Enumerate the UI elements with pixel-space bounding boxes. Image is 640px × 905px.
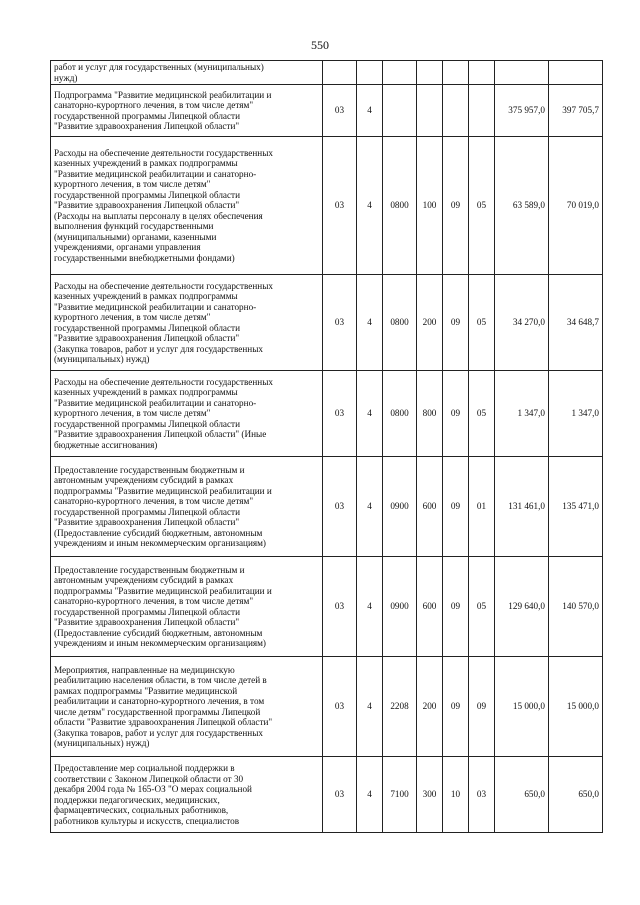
page-number: 550 [311,38,329,52]
amount-year-2: 1 347,0 [549,371,603,457]
amount-year-1: 129 640,0 [495,557,549,657]
amount-year-1: 650,0 [495,757,549,833]
amount-year-1: 34 270,0 [495,275,549,371]
code-section: 09 [443,371,469,457]
amount-year-2 [549,61,603,85]
code-ministry: 03 [323,275,357,371]
code-target: 0800 [383,275,417,371]
code-subsection: 01 [469,457,495,557]
row-description: Расходы на обеспечение деятельности государственных казенных учреждений в рамках подпрограммы "Развитие медицинской реабилитации и санаторно- курортного лечения, в том числе детям" государственной программы Липецкой области "Развитие здравоохранения Липецкой области" (Расходы на выплаты персоналу в целях обеспечения выполнения функций государственными (муниципальными) органами, казенными учреждениями, органами управления государственными внебюджетными фондами) [51,137,323,275]
code-target [383,85,417,137]
table-row [51,61,603,85]
amount-year-2: 15 000,0 [549,657,603,757]
code-subsection: 05 [469,275,495,371]
code-section [443,85,469,137]
code-section: 09 [443,275,469,371]
code-ministry: 03 [323,457,357,557]
row-description: Предоставление государственным бюджетным и автономным учреждениям субсидий в рамках подпрограммы "Развитие медицинской реабилитации и санаторно-курортного лечения, в том числе детям" государственной программы Липецкой области "Развитие здравоохранения Липецкой области" (Предоставление субсидий бюджетным, автономным учреждениям и иным некоммерческим организациям) [51,457,323,557]
table-row [51,757,603,833]
code-section [443,61,469,85]
code-expense-type: 600 [417,557,443,657]
code-expense-type: 200 [417,275,443,371]
row-description: Подпрограмма "Развитие медицинской реабилитации и санаторно-курортного лечения, в том числе детям" государственной программы Липецкой области "Развитие здравоохранения Липецкой области" [51,85,323,137]
amount-year-2: 397 705,7 [549,85,603,137]
code-program [357,61,383,85]
amount-year-2: 140 570,0 [549,557,603,657]
code-expense-type [417,61,443,85]
code-target: 2208 [383,657,417,757]
table-row [51,137,603,275]
code-expense-type: 800 [417,371,443,457]
code-expense-type: 200 [417,657,443,757]
code-expense-type [417,85,443,137]
amount-year-2: 70 019,0 [549,137,603,275]
table-row [51,371,603,457]
amount-year-2: 650,0 [549,757,603,833]
code-ministry: 03 [323,657,357,757]
code-section: 09 [443,657,469,757]
code-target: 0900 [383,457,417,557]
code-ministry: 03 [323,557,357,657]
code-target: 0800 [383,137,417,275]
code-program: 4 [357,371,383,457]
row-description: Предоставление мер социальной поддержки в соответствии с Законом Липецкой области от 30 декабря 2004 года № 165-ОЗ "О мерах социальной поддержки педагогических, медицинских, фармацевтических, социальных работников, работников культуры и искусств, специалистов [51,757,323,833]
code-expense-type: 300 [417,757,443,833]
code-section: 09 [443,557,469,657]
code-ministry: 03 [323,371,357,457]
code-ministry: 03 [323,137,357,275]
code-expense-type: 600 [417,457,443,557]
row-description: Предоставление государственным бюджетным и автономным учреждениям субсидий в рамках подпрограммы "Развитие медицинской реабилитации и санаторно-курортного лечения, в том числе детям" государственной программы Липецкой области "Развитие здравоохранения Липецкой области" (Предоставление субсидий бюджетным, автономным учреждениям и иным некоммерческим организациям) [51,557,323,657]
code-target: 0800 [383,371,417,457]
code-program: 4 [357,457,383,557]
table-row [51,275,603,371]
budget-table [50,60,603,833]
code-target: 0900 [383,557,417,657]
row-description: Расходы на обеспечение деятельности государственных казенных учреждений в рамках подпрограммы "Развитие медицинской реабилитации и санаторно- курортного лечения, в том числе детям" государственной программы Липецкой области "Развитие здравоохранения Липецкой области" (Иные бюджетные ассигнования) [51,371,323,457]
code-ministry: 03 [323,757,357,833]
code-program: 4 [357,275,383,371]
code-program: 4 [357,557,383,657]
amount-year-2: 34 648,7 [549,275,603,371]
amount-year-1: 375 957,0 [495,85,549,137]
code-subsection: 05 [469,371,495,457]
amount-year-1: 15 000,0 [495,657,549,757]
table-row [51,557,603,657]
row-description: Расходы на обеспечение деятельности государственных казенных учреждений в рамках подпрограммы "Развитие медицинской реабилитации и санаторно- курортного лечения, в том числе детям" государственной программы Липецкой области "Развитие здравоохранения Липецкой области" (Закупка товаров, работ и услуг для государственных (муниципальных) нужд) [51,275,323,371]
code-subsection: 09 [469,657,495,757]
code-program: 4 [357,757,383,833]
code-program: 4 [357,657,383,757]
table-row [51,657,603,757]
row-description: Мероприятия, направленные на медицинскую реабилитацию населения области, в том числе детей в рамках подпрограммы "Развитие медицинской реабилитации и санаторно-курортного лечения, в том числе детям" государственной программы Липецкой области "Развитие здравоохранения Липецкой области" (Закупка товаров, работ и услуг для государственных (муниципальных) нужд) [51,657,323,757]
amount-year-1 [495,61,549,85]
code-subsection: 05 [469,137,495,275]
code-section: 10 [443,757,469,833]
code-target: 7100 [383,757,417,833]
code-section: 09 [443,137,469,275]
code-ministry: 03 [323,85,357,137]
table-row [51,457,603,557]
code-program: 4 [357,85,383,137]
code-ministry [323,61,357,85]
code-subsection [469,85,495,137]
code-program: 4 [357,137,383,275]
code-subsection: 03 [469,757,495,833]
amount-year-2: 135 471,0 [549,457,603,557]
table-row [51,85,603,137]
code-target [383,61,417,85]
code-expense-type: 100 [417,137,443,275]
row-description: работ и услуг для государственных (муниципальных) нужд) [51,61,323,85]
code-subsection [469,61,495,85]
amount-year-1: 1 347,0 [495,371,549,457]
amount-year-1: 131 461,0 [495,457,549,557]
amount-year-1: 63 589,0 [495,137,549,275]
code-section: 09 [443,457,469,557]
code-subsection: 05 [469,557,495,657]
